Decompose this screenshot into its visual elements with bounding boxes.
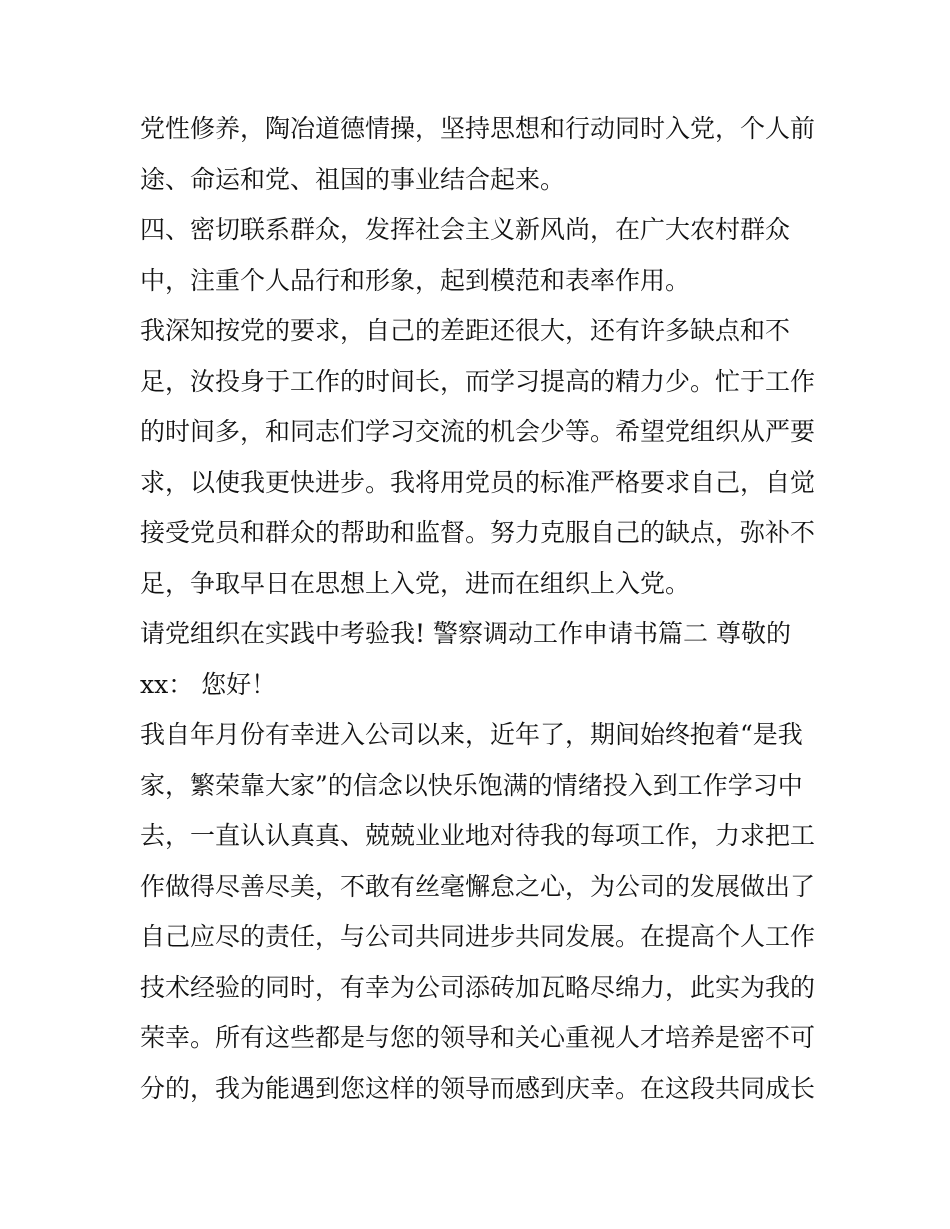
text-line: 请党组织在实践中考验我! 警察调动工作申请书篇二 尊敬的 [140, 619, 791, 648]
text-line: 四、密切联系群众，发挥社会主义新风尚，在广大农村群众 [140, 215, 791, 244]
text-line: 去，一直认认真真、兢兢业业地对待我的每项工作，力求把工 [140, 821, 816, 850]
text-line: 技术经验的同时，有幸为公司添砖加瓦略尽绵力，此实为我的 [140, 973, 816, 1002]
text-line: 自己应尽的责任，与公司共同进步共同发展。在提高个人工作 [140, 922, 816, 951]
text-line: 足，争取早日在思想上入党，进而在组织上入党。 [140, 569, 691, 598]
text-line: 接受党员和群众的帮助和监督。努力克服自己的缺点，弥补不 [140, 518, 816, 547]
text-line: 途、命运和党、祖国的事业结合起来。 [140, 165, 566, 194]
text-line: 党性修养，陶冶道德情操，坚持思想和行动同时入党，个人前 [140, 114, 816, 143]
text-line: 中，注重个人品行和形象，起到模范和表率作用。 [140, 266, 691, 295]
text-line: 分的，我为能遇到您这样的领导而感到庆幸。在这段共同成长 [140, 1074, 816, 1103]
text-line: 求，以使我更快进步。我将用党员的标准严格要求自己，自觉 [140, 468, 816, 497]
text-line: 作做得尽善尽美，不敢有丝毫懈怠之心，为公司的发展做出了 [140, 872, 816, 901]
text-line: 足，汝投身于工作的时间长，而学习提高的精力少。忙于工作 [140, 367, 816, 396]
text-line: 家，繁荣靠大家”的信念以快乐饱满的情绪投入到工作学习中 [140, 771, 803, 800]
text-line: 我深知按党的要求，自己的差距还很大，还有许多缺点和不 [140, 316, 791, 345]
text-line: 的时间多，和同志们学习交流的机会少等。希望党组织从严要 [140, 417, 816, 446]
text-line: 我自年月份有幸进入公司以来，近年了，期间始终抱着“是我 [140, 720, 803, 749]
text-line: 荣幸。所有这些都是与您的领导和关心重视人才培养是密不可 [140, 1023, 816, 1052]
text-line: xx： 您好！ [140, 670, 277, 699]
